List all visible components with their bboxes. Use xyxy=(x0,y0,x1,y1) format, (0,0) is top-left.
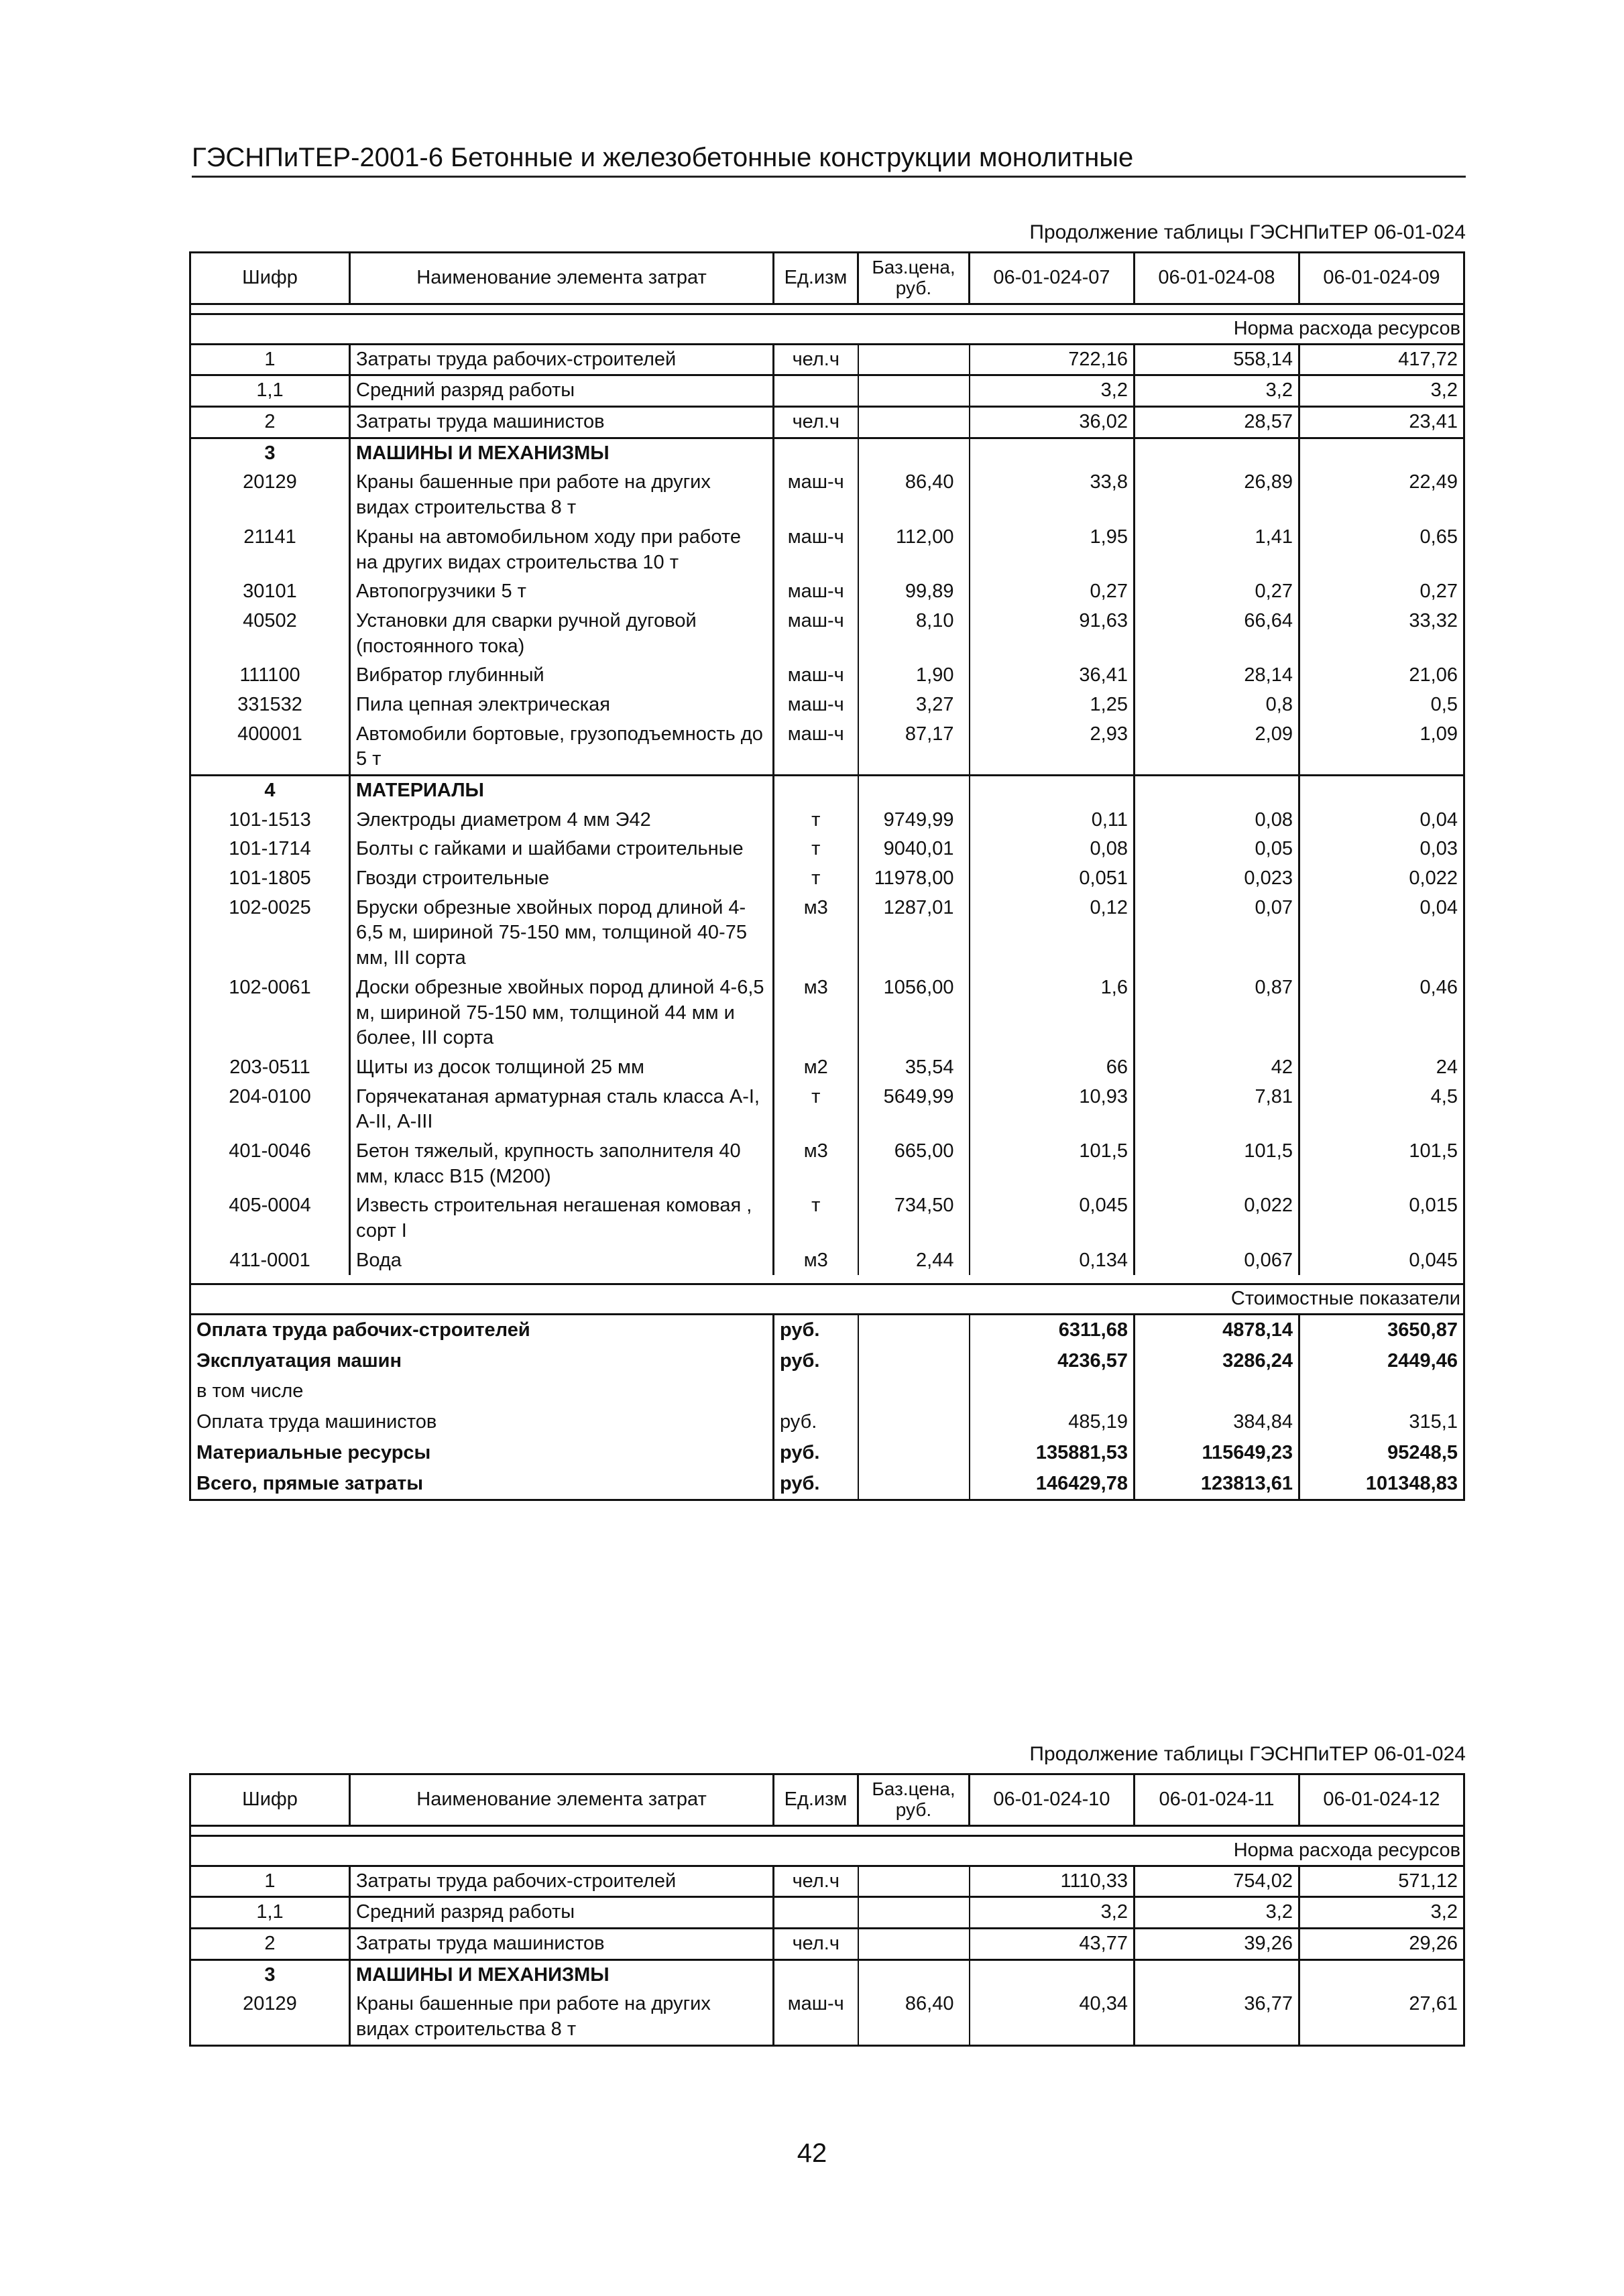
table-row xyxy=(190,577,1464,607)
cell-c5: 146429,78 xyxy=(970,1469,1135,1500)
summary-row xyxy=(190,1376,1464,1407)
cell-c6: 0,023 xyxy=(1135,864,1299,894)
cell-c4: 86,40 xyxy=(858,468,970,522)
cell-c5: 0,27 xyxy=(970,577,1135,607)
cell-c3: чел.ч xyxy=(774,1866,858,1897)
cell-c3: м3 xyxy=(803,896,828,918)
cell-c6: 3286,24 xyxy=(1135,1346,1299,1377)
cell-c5: 33,8 xyxy=(970,468,1135,522)
col-header-3: 06-01-024-12 xyxy=(1299,1774,1464,1826)
cell-c2: Вибратор глубинный xyxy=(350,661,774,690)
cell-c7: 0,5 xyxy=(1430,693,1458,715)
table-row xyxy=(190,1053,1464,1083)
cell-c2: Затраты труда рабочих-строителей xyxy=(350,1866,774,1897)
cell-c4 xyxy=(858,1469,970,1500)
cell-c6: 2,09 xyxy=(1135,720,1299,776)
cell-c7 xyxy=(1299,1959,1464,1990)
cell-c3: маш-ч xyxy=(787,471,844,493)
cell-c3: маш-ч xyxy=(787,526,844,548)
cell-c2: Горячекатаная арматурная сталь класса А-I, А-II, А-III xyxy=(350,1083,774,1137)
cell-c6: 3,2 xyxy=(1135,1897,1299,1929)
cell-c4 xyxy=(858,1866,970,1897)
cell-c3: т xyxy=(811,1085,821,1107)
cell-c4: 112,00 xyxy=(858,523,970,577)
cell-c7: 29,26 xyxy=(1299,1929,1464,1960)
cell-c3: маш-ч xyxy=(787,581,844,603)
cell-c5: 0,045 xyxy=(970,1191,1135,1246)
cell-c4 xyxy=(858,1897,970,1929)
cell-c5: 722,16 xyxy=(970,344,1135,375)
col-header-2: 06-01-024-08 xyxy=(1135,253,1299,304)
cell-c1: 411-0001 xyxy=(229,1249,310,1271)
cell-c2: Средний разряд работы xyxy=(350,375,774,407)
summary-name: в том числе xyxy=(196,1380,304,1402)
cell-c7 xyxy=(1299,1376,1464,1407)
cell-c6: 0,067 xyxy=(1135,1246,1299,1276)
cell-c7: 0,04 xyxy=(1419,896,1458,918)
cell-c6 xyxy=(1135,776,1299,806)
table-row xyxy=(190,375,1464,407)
cell-c6: 26,89 xyxy=(1135,468,1299,522)
cell-c2: Автомобили бортовые, грузоподъемность до 5 т xyxy=(350,720,774,776)
cell-c4 xyxy=(858,776,970,806)
table-row xyxy=(190,661,1464,690)
summary-row xyxy=(190,1469,1464,1500)
cell-c3: маш-ч xyxy=(787,609,844,631)
cell-c3: руб. xyxy=(774,1469,858,1500)
table-row xyxy=(190,690,1464,720)
cell-c5: 1,95 xyxy=(970,523,1135,577)
cell-c5: 2,93 xyxy=(970,720,1135,776)
cell-c4 xyxy=(858,375,970,407)
cell-c4: 5649,99 xyxy=(858,1083,970,1137)
cell-c6: 28,57 xyxy=(1135,407,1299,438)
cell-c5: 40,34 xyxy=(970,1990,1135,2045)
cell-c3: руб. xyxy=(774,1346,858,1377)
cell-c6 xyxy=(1135,438,1299,468)
cell-c3: маш-ч xyxy=(787,693,844,715)
cell-c7: 22,49 xyxy=(1409,471,1458,493)
cell-c6: 0,27 xyxy=(1135,577,1299,607)
cell-c2: Доски обрезные хвойных пород длиной 4-6,5 м, шириной 75-150 мм, толщиной 44 мм и более, III сорта xyxy=(350,973,774,1053)
table1-continuation: Продолжение таблицы ГЭСНПиТЕР 06-01-024 xyxy=(1029,221,1466,243)
col-header-1: 06-01-024-10 xyxy=(970,1774,1135,1826)
cell-c5: 0,08 xyxy=(970,835,1135,864)
summary-name: Оплата труда рабочих-строителей xyxy=(196,1319,530,1341)
table-row xyxy=(190,468,1464,522)
cell-c4: 8,10 xyxy=(858,607,970,661)
cell-c5 xyxy=(970,438,1135,468)
table-row xyxy=(190,894,1464,973)
table2-continuation: Продолжение таблицы ГЭСНПиТЕР 06-01-024 xyxy=(1029,1743,1466,1765)
cell-c1: 331532 xyxy=(237,693,302,715)
cell-c6: 28,14 xyxy=(1135,661,1299,690)
cell-c3: руб. xyxy=(774,1407,858,1438)
cell-c2: Затраты труда рабочих-строителей xyxy=(350,344,774,375)
cell-c6: 384,84 xyxy=(1135,1407,1299,1438)
table-row xyxy=(190,1866,1464,1897)
cell-c6: 0,8 xyxy=(1135,690,1299,720)
cell-c4 xyxy=(858,1315,970,1346)
table-row xyxy=(190,776,1464,806)
summary-name: Всего, прямые затраты xyxy=(196,1472,424,1494)
cell-c2: Краны башенные при работе на других видах строительства 8 т xyxy=(350,468,774,522)
cell-c2: Краны на автомобильном ходу при работе на других видах строительства 10 т xyxy=(350,523,774,577)
table-row xyxy=(190,607,1464,661)
cell-c6: 101,5 xyxy=(1135,1137,1299,1191)
cell-c5: 4236,57 xyxy=(970,1346,1135,1377)
cell-c3 xyxy=(774,776,858,806)
cell-c4: 1287,01 xyxy=(858,894,970,973)
cell-c1: 30101 xyxy=(243,581,297,603)
cell-c5: 66 xyxy=(970,1053,1135,1083)
cell-c5: 485,19 xyxy=(970,1407,1135,1438)
cell-c3 xyxy=(774,1897,858,1929)
cell-c1: 101-1714 xyxy=(229,838,311,860)
col-header-price: Баз.цена, руб. xyxy=(858,253,970,304)
cell-c6: 66,64 xyxy=(1135,607,1299,661)
page-header: ГЭСНПиТЕР-2001-6 Бетонные и железобетонные конструкции монолитные xyxy=(192,139,1466,178)
cell-c2: Пила цепная электрическая xyxy=(350,690,774,720)
cell-c6 xyxy=(1135,1959,1299,1990)
norm-band xyxy=(190,1836,1464,1866)
cell-c6 xyxy=(1135,1376,1299,1407)
page-number: 42 xyxy=(797,2138,827,2168)
table-row xyxy=(190,864,1464,894)
cost-band xyxy=(190,1284,1464,1315)
cell-c7: 3,2 xyxy=(1299,1897,1464,1929)
cell-c4: 11978,00 xyxy=(858,864,970,894)
cell-c1: 4 xyxy=(190,776,350,806)
cell-c2: Электроды диаметром 4 мм Э42 xyxy=(350,806,774,835)
cell-c7: 2449,46 xyxy=(1387,1349,1458,1372)
cell-c4 xyxy=(858,1346,970,1377)
cell-c7: 21,06 xyxy=(1409,664,1458,686)
table-row xyxy=(190,720,1464,776)
cell-c4: 2,44 xyxy=(858,1246,970,1276)
cell-c4: 734,50 xyxy=(858,1191,970,1246)
cell-c5 xyxy=(970,1959,1135,1990)
cell-c4: 87,17 xyxy=(858,720,970,776)
summary-name: Эксплуатация машин xyxy=(196,1349,402,1372)
cell-c1: 204-0100 xyxy=(229,1085,311,1107)
col-header-name: Наименование элемента затрат xyxy=(350,253,774,304)
cell-c5: 43,77 xyxy=(970,1929,1135,1960)
cell-c5: 101,5 xyxy=(970,1137,1135,1191)
cell-c2: Бруски обрезные хвойных пород длиной 4-6,5 м, шириной 75-150 мм, толщиной 40-75 мм, III сорта xyxy=(350,894,774,973)
cell-c5 xyxy=(970,1376,1135,1407)
cell-c2: МАШИНЫ И МЕХАНИЗМЫ xyxy=(350,1959,774,1990)
cell-c6: 115649,23 xyxy=(1135,1438,1299,1469)
cell-c5: 36,02 xyxy=(970,407,1135,438)
cell-c6: 7,81 xyxy=(1135,1083,1299,1137)
col-header-1: 06-01-024-07 xyxy=(970,253,1135,304)
cell-c6: 0,08 xyxy=(1135,806,1299,835)
cell-c1: 3 xyxy=(190,1959,350,1990)
cell-c6: 3,2 xyxy=(1135,375,1299,407)
cell-c3: м3 xyxy=(803,1249,828,1271)
cell-c1: 2 xyxy=(190,407,350,438)
cell-c5: 135881,53 xyxy=(970,1438,1135,1469)
cell-c7: 27,61 xyxy=(1409,1993,1458,2015)
table-row xyxy=(190,1929,1464,1960)
cell-c6: 754,02 xyxy=(1135,1866,1299,1897)
cell-c1: 405-0004 xyxy=(229,1195,311,1217)
cell-c7: 3650,87 xyxy=(1387,1319,1458,1341)
table-row xyxy=(190,1990,1464,2045)
cell-c4: 1,90 xyxy=(858,661,970,690)
cell-c3: маш-ч xyxy=(787,1993,844,2015)
cell-c5: 0,134 xyxy=(970,1246,1135,1276)
table-row xyxy=(190,1137,1464,1191)
cell-c5: 0,051 xyxy=(970,864,1135,894)
cell-c5: 10,93 xyxy=(970,1083,1135,1137)
norm-label: Норма расхода ресурсов xyxy=(190,1836,1464,1866)
col-header-unit: Ед.изм xyxy=(774,253,858,304)
cell-c6: 36,77 xyxy=(1135,1990,1299,2045)
cell-c6: 558,14 xyxy=(1135,344,1299,375)
cell-c2: МАШИНЫ И МЕХАНИЗМЫ xyxy=(350,438,774,468)
cell-c6: 4878,14 xyxy=(1135,1315,1299,1346)
cell-c1: 102-0061 xyxy=(229,976,311,998)
cell-c2: Краны башенные при работе на других видах строительства 8 т xyxy=(350,1990,774,2045)
table-row xyxy=(190,523,1464,577)
cell-c6: 1,41 xyxy=(1135,523,1299,577)
cell-c7: 0,022 xyxy=(1409,867,1458,890)
cell-c5: 6311,68 xyxy=(970,1315,1135,1346)
cell-c4 xyxy=(858,1438,970,1469)
cell-c7: 95248,5 xyxy=(1387,1441,1458,1463)
cell-c5: 91,63 xyxy=(970,607,1135,661)
cell-c7: 101,5 xyxy=(1409,1140,1458,1162)
cell-c3 xyxy=(774,1959,858,1990)
cell-c1: 1,1 xyxy=(190,1897,350,1929)
cell-c2: Болты с гайками и шайбами строительные xyxy=(350,835,774,864)
cost-label: Стоимостные показатели xyxy=(190,1284,1464,1315)
cell-c4: 1056,00 xyxy=(858,973,970,1053)
col-header-code: Шифр xyxy=(190,253,350,304)
cell-c2: Известь строительная негашеная комовая , сорт I xyxy=(350,1191,774,1246)
cell-c1: 401-0046 xyxy=(229,1140,311,1162)
summary-name: Материальные ресурсы xyxy=(196,1441,431,1463)
cell-c3: м3 xyxy=(803,976,828,998)
cell-c1: 40502 xyxy=(243,609,297,631)
cell-c3: т xyxy=(811,867,821,890)
cell-c5: 1,6 xyxy=(970,973,1135,1053)
cell-c7: 0,65 xyxy=(1419,526,1458,548)
cell-c3: чел.ч xyxy=(774,344,858,375)
table-row xyxy=(190,1897,1464,1929)
cell-c4 xyxy=(858,438,970,468)
summary-row xyxy=(190,1438,1464,1469)
table-row xyxy=(190,806,1464,835)
table-row xyxy=(190,407,1464,438)
cell-c2: Затраты труда машинистов xyxy=(350,407,774,438)
cell-c3: руб. xyxy=(774,1438,858,1469)
cell-c5: 0,11 xyxy=(970,806,1135,835)
norm-band xyxy=(190,314,1464,345)
cell-c1: 203-0511 xyxy=(229,1056,310,1078)
cell-c4 xyxy=(858,407,970,438)
cell-c3 xyxy=(774,438,858,468)
col-header-3: 06-01-024-09 xyxy=(1299,253,1464,304)
norm-label: Норма расхода ресурсов xyxy=(190,314,1464,345)
cell-c4 xyxy=(858,1959,970,1990)
cell-c1: 111100 xyxy=(239,664,300,686)
table1 xyxy=(189,251,1465,1501)
cell-c2: Бетон тяжелый, крупность заполнителя 40 мм, класс В15 (М200) xyxy=(350,1137,774,1191)
cell-c7: 0,04 xyxy=(1419,808,1458,831)
col-header-2: 06-01-024-11 xyxy=(1135,1774,1299,1826)
col-header-unit: Ед.изм xyxy=(774,1774,858,1826)
cell-c2: Средний разряд работы xyxy=(350,1897,774,1929)
cell-c2: Затраты труда машинистов xyxy=(350,1929,774,1960)
cell-c3: руб. xyxy=(774,1315,858,1346)
col-header-name: Наименование элемента затрат xyxy=(350,1774,774,1826)
cell-c7 xyxy=(1299,776,1464,806)
cell-c1: 1,1 xyxy=(190,375,350,407)
cell-c1: 21141 xyxy=(243,526,296,548)
cell-c6: 42 xyxy=(1135,1053,1299,1083)
cell-c3: чел.ч xyxy=(774,407,858,438)
cell-c4: 99,89 xyxy=(858,577,970,607)
cell-c4: 35,54 xyxy=(858,1053,970,1083)
cell-c5: 36,41 xyxy=(970,661,1135,690)
cell-c4: 86,40 xyxy=(858,1990,970,2045)
cell-c4: 3,27 xyxy=(858,690,970,720)
cell-c4 xyxy=(858,1407,970,1438)
cell-c4: 9749,99 xyxy=(858,806,970,835)
cell-c4: 9040,01 xyxy=(858,835,970,864)
summary-row xyxy=(190,1315,1464,1346)
cell-c2: Автопогрузчики 5 т xyxy=(350,577,774,607)
cell-c1: 2 xyxy=(190,1929,350,1960)
cell-c6: 0,07 xyxy=(1135,894,1299,973)
cell-c2: МАТЕРИАЛЫ xyxy=(350,776,774,806)
cell-c1: 1 xyxy=(190,1866,350,1897)
cell-c3: т xyxy=(811,808,821,831)
table-row xyxy=(190,438,1464,468)
cell-c7: 24 xyxy=(1436,1056,1458,1078)
table2 xyxy=(189,1773,1465,2047)
cell-c5: 0,12 xyxy=(970,894,1135,973)
cell-c2: Щиты из досок толщиной 25 мм xyxy=(350,1053,774,1083)
summary-row xyxy=(190,1346,1464,1377)
cell-c4 xyxy=(858,1929,970,1960)
cell-c7: 571,12 xyxy=(1299,1866,1464,1897)
table-row xyxy=(190,1191,1464,1246)
cell-c2: Гвозди строительные xyxy=(350,864,774,894)
cell-c4: 665,00 xyxy=(858,1137,970,1191)
table-row xyxy=(190,835,1464,864)
summary-name: Оплата труда машинистов xyxy=(196,1411,437,1433)
cell-c7: 33,32 xyxy=(1409,609,1458,631)
cell-c1: 102-0025 xyxy=(229,896,311,918)
cell-c7: 3,2 xyxy=(1299,375,1464,407)
cell-c1: 20129 xyxy=(243,471,297,493)
cell-c7: 0,27 xyxy=(1419,581,1458,603)
cell-c3: чел.ч xyxy=(774,1929,858,1960)
cell-c7: 101348,83 xyxy=(1365,1472,1458,1494)
table-row xyxy=(190,973,1464,1053)
cell-c3: м3 xyxy=(803,1140,828,1162)
cell-c3: т xyxy=(811,838,821,860)
cell-c4 xyxy=(858,344,970,375)
table-row xyxy=(190,1246,1464,1276)
cell-c3: т xyxy=(811,1195,821,1217)
table-row xyxy=(190,344,1464,375)
cell-c1: 20129 xyxy=(243,1993,297,2015)
cell-c6: 0,022 xyxy=(1135,1191,1299,1246)
cell-c3: м2 xyxy=(803,1056,828,1078)
table-row xyxy=(190,1959,1464,1990)
col-header-price: Баз.цена, руб. xyxy=(858,1774,970,1826)
cell-c1: 3 xyxy=(190,438,350,468)
cell-c2: Установки для сварки ручной дуговой (постоянного тока) xyxy=(350,607,774,661)
cell-c7: 1,09 xyxy=(1419,723,1458,745)
cell-c6: 39,26 xyxy=(1135,1929,1299,1960)
cell-c1: 101-1805 xyxy=(229,867,311,890)
cell-c5 xyxy=(970,776,1135,806)
cell-c2: Вода xyxy=(350,1246,774,1276)
cell-c4 xyxy=(858,1376,970,1407)
cell-c7: 315,1 xyxy=(1409,1411,1458,1433)
cell-c6: 123813,61 xyxy=(1135,1469,1299,1500)
cell-c7: 0,015 xyxy=(1409,1195,1458,1217)
cell-c3: маш-ч xyxy=(787,723,844,745)
cell-c7: 23,41 xyxy=(1299,407,1464,438)
cell-c5: 1110,33 xyxy=(970,1866,1135,1897)
table-row xyxy=(190,1083,1464,1137)
col-header-code: Шифр xyxy=(190,1774,350,1826)
cell-c1: 1 xyxy=(190,344,350,375)
cell-c6: 0,87 xyxy=(1135,973,1299,1053)
cell-c3: маш-ч xyxy=(787,664,844,686)
cell-c1: 101-1513 xyxy=(229,808,311,831)
cell-c7: 0,03 xyxy=(1419,838,1458,860)
cell-c7: 417,72 xyxy=(1299,344,1464,375)
table2-header-row xyxy=(190,1774,1464,1826)
cell-c5: 1,25 xyxy=(970,690,1135,720)
cell-c6: 0,05 xyxy=(1135,835,1299,864)
cell-c1: 400001 xyxy=(237,723,302,745)
cell-c7: 4,5 xyxy=(1430,1085,1458,1107)
cell-c7: 0,46 xyxy=(1419,976,1458,998)
cell-c5: 3,2 xyxy=(970,1897,1135,1929)
cell-c3 xyxy=(774,1376,858,1407)
cell-c5: 3,2 xyxy=(970,375,1135,407)
summary-row xyxy=(190,1407,1464,1438)
cell-c7 xyxy=(1299,438,1464,468)
cell-c3 xyxy=(774,375,858,407)
table1-header-row xyxy=(190,253,1464,304)
cell-c7: 0,045 xyxy=(1409,1249,1458,1271)
